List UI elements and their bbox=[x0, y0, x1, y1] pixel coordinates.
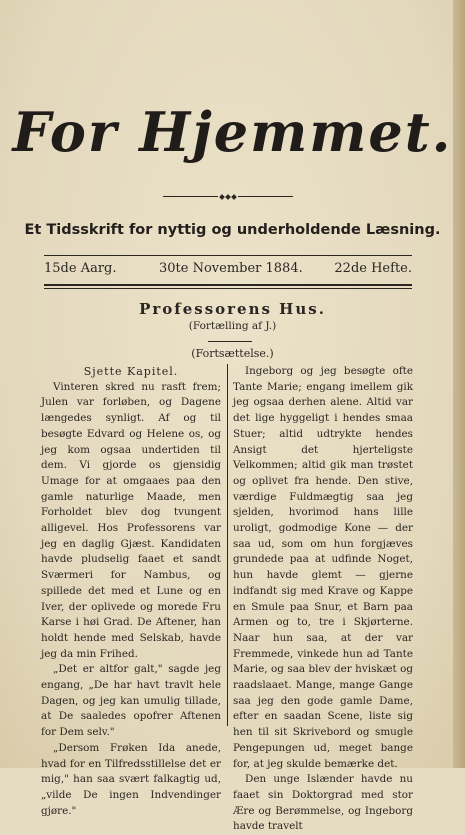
left-column bbox=[41, 364, 221, 819]
paragraph: „Det er altfor galt," sagde jeg engang, „De har havt travlt hele Dagen, og jeg kan umulig tillade, at De saaledes opofrer Aftenen for Dem selv." bbox=[41, 663, 221, 739]
divider bbox=[44, 284, 412, 286]
divider bbox=[208, 341, 252, 342]
title-ornament bbox=[163, 195, 293, 199]
magazine-title: For Hjemmet. bbox=[12, 100, 453, 164]
divider bbox=[44, 255, 412, 256]
right-column bbox=[233, 364, 413, 835]
paragraph: Ingeborg og jeg besøgte ofte Tante Marie; engang imellem gik jeg ogsaa derhen alene. Altid var det lige hyggeligt i hendes smaa Stuer; altid udtrykte hendes Ansigt det hjerteligste Velkommen; altid gik man trøstet og oplivet fra hende. Den stive, værdige Fuldmægtig saa jeg sjelden, hvorimod hans lille uroligt, godmodige Kone — der saa ud, som om hun forgjæves grundede paa at udfinde Noget, hun havde glemt — gjerne indfandt sig med Krave og Kappe en Smule paa Snur, et Barn paa Armen og to, tre i Skjørterne. Naar hun saa, at der var Fremmede, vinkede hun ad Tante Marie, og saa blev der hviskæt og raadslaaet. Mange, mange Gange saa jeg den gode gamle Dame, efter en saadan Scene, liste sig hen til sit Skrivebord og smugle Pengepungen ud, meget bange for, at jeg skulde bemærke det. bbox=[233, 365, 413, 770]
article-title: Professorens Hus. bbox=[139, 300, 326, 318]
paragraph: „Dersom Frøken Ida anede, hvad for en Tilfredsstillelse det er mig," han saa svært falkagtig ud, „vilde De ingen Indvendinger gjøre." bbox=[41, 741, 221, 817]
column-divider bbox=[227, 364, 228, 726]
paragraph: Den unge Islænder havde nu faaet sin Doktorgrad med stor Ære og Berømmelse, og Ingeborg havde travelt bbox=[233, 773, 413, 833]
chapter-heading: Sjette Kapitel. bbox=[83, 365, 179, 378]
issue-date: 30te November 1884. bbox=[159, 261, 303, 276]
paragraph: Vinteren skred nu rasft frem; Julen var forløben, og Dagene længedes synligt. Af og til besøgte Edvard og Helene os, og jeg kom ogsaa undertiden til dem. Vi gjorde os gjensidig Umage for at omgaaes paa den gamle naturlige Maade, men Forholdet blev dog tvungent alligevel. Hos Professorens var jeg en daglig Gjæst. Kandidaten havde pludselig faaet et sandt Sværmeri for Nambus, og spillede det med et Lune og en Iver, der oplivede og morede Fru Karse i høi Grad. De Aftener, han holdt hende med Selskab, havde jeg da min Frihed. bbox=[41, 380, 221, 660]
issue-info bbox=[44, 261, 412, 281]
issue-number: 22de Hefte. bbox=[334, 261, 412, 276]
divider bbox=[44, 288, 412, 289]
magazine-subtitle: Et Tidsskrift for nyttig og underholdende Læsning. bbox=[24, 222, 441, 238]
article-subtitle: (Fortælling af J.) bbox=[188, 320, 277, 332]
continued-label: (Fortsættelse.) bbox=[191, 347, 274, 360]
issue-year: 15de Aarg. bbox=[44, 261, 117, 276]
